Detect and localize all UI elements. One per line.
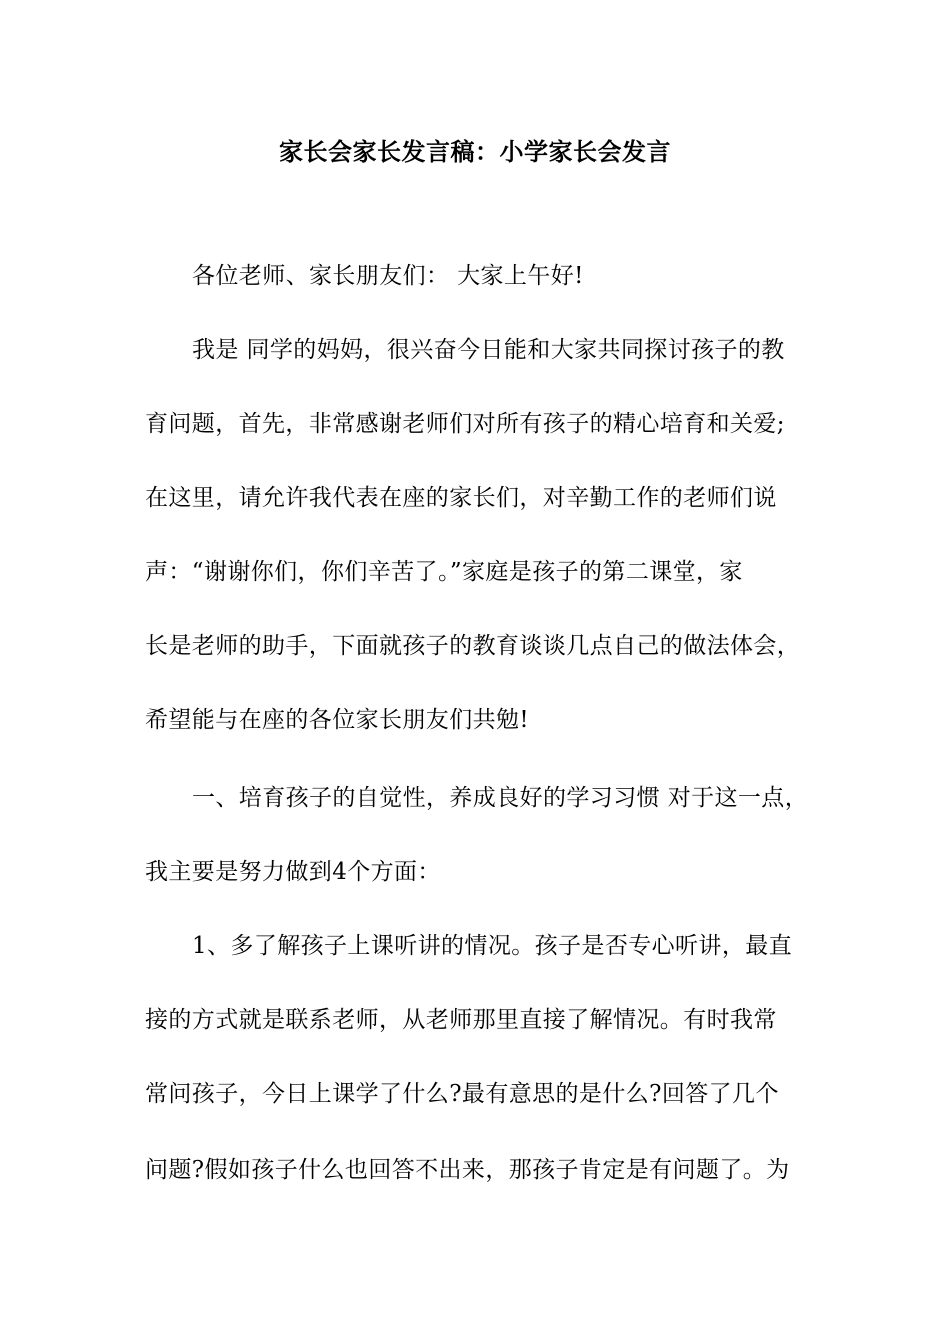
text-line: 在这里，请允许我代表在座的家长们，对辛勤工作的老师们说 — [145, 485, 777, 511]
text-line: 声：“谢谢你们，你们辛苦了。”家庭是孩子的第二课堂，家 — [145, 559, 743, 585]
text-line: 希望能与在座的各位家长朋友们共勉! — [145, 707, 530, 733]
list-item-line: 1、多了解孩子上课听讲的情况。孩子是否专心听讲，最直 — [192, 933, 793, 959]
text-line: 接的方式就是联系老师，从老师那里直接了解情况。有时我常 — [145, 1007, 777, 1033]
section-heading-line: 一、培育孩子的自觉性，养成良好的学习习惯 对于这一点， — [192, 785, 809, 811]
text-line: 育问题，首先，非常感谢老师们对所有孩子的精心培育和关爱; — [145, 411, 785, 437]
text-line: 问题?假如孩子什么也回答不出来，那孩子肯定是有问题了。为 — [145, 1157, 790, 1183]
text-line-greeting: 各位老师、家长朋友们： 大家上午好! — [192, 263, 584, 289]
text-line: 常问孩子，今日上课学了什么?最有意思的是什么?回答了几个 — [145, 1081, 779, 1107]
document-title: 家长会家长发言稿：小学家长会发言 — [279, 138, 671, 166]
text-line: 我主要是努力做到4个方面： — [145, 859, 441, 885]
text-line: 我是 同学的妈妈，很兴奋今日能和大家共同探讨孩子的教 — [192, 337, 785, 363]
text-line: 长是老师的助手，下面就孩子的教育谈谈几点自己的做法体会， — [145, 633, 801, 659]
